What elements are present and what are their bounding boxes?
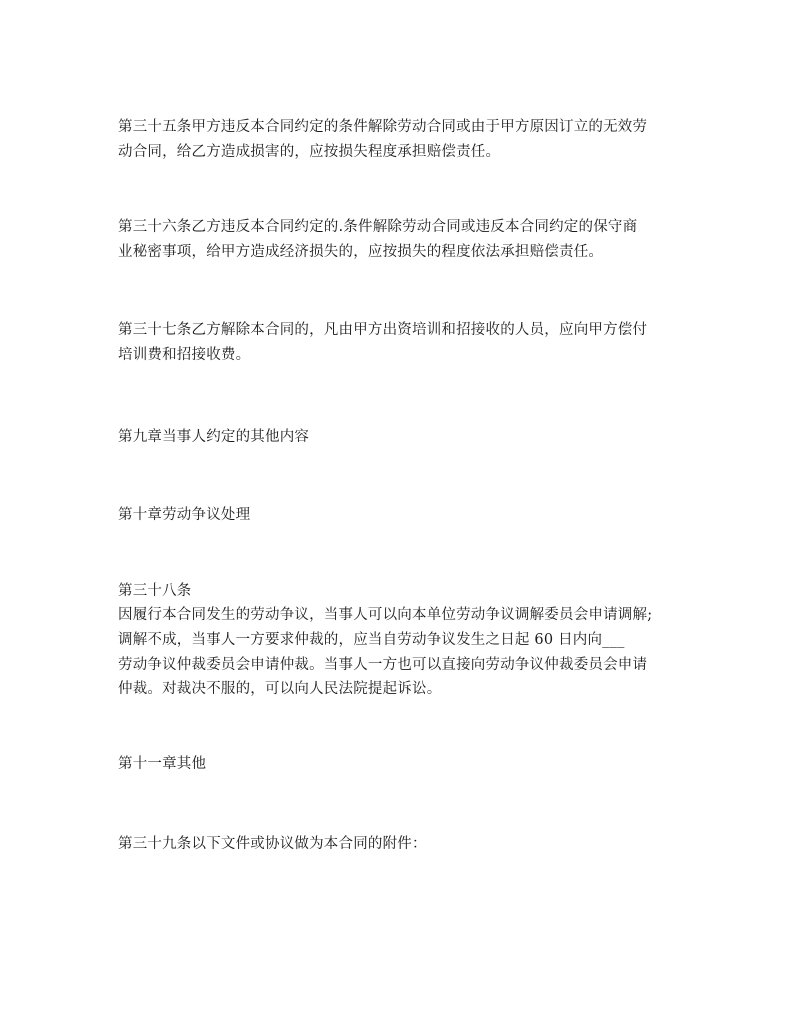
article-35-line-2: 动合同，给乙方造成损害的，应按损失程度承担赔偿责任。 bbox=[118, 144, 501, 160]
chapter-11-heading: 第十一章其他 bbox=[118, 756, 207, 772]
article-35-line-1: 第三十五条甲方违反本合同约定的条件解除劳动合同或由于甲方原因订立的无效劳 bbox=[118, 119, 648, 135]
chapter-10-heading: 第十章劳动争议处理 bbox=[118, 507, 251, 523]
article-38-line-1: 因履行本合同发生的劳动争议，当事人可以向本单位劳动争议调解委员会申请调解; bbox=[118, 607, 653, 623]
article-36-line-2: 业秘密事项，给甲方造成经济损失的，应按损失的程度依法承担赔偿责任。 bbox=[118, 244, 604, 260]
article-38-line-3: 劳动争议仲裁委员会申请仲裁。当事人一方也可以直接向劳动争议仲裁委员会申请 bbox=[118, 657, 648, 673]
article-36-line-1: 第三十六条乙方违反本合同约定的.条件解除劳动合同或违反本合同约定的保守商 bbox=[118, 219, 638, 235]
article-39-line: 第三十九条以下文件或协议做为本合同的附件： bbox=[118, 836, 427, 852]
article-38-line-4: 仲裁。对裁决不服的，可以向人民法院提起诉讼。 bbox=[118, 681, 442, 697]
article-37-line-1: 第三十七条乙方解除本合同的，凡由甲方出资培训和招接收的人员，应向甲方偿付 bbox=[118, 322, 648, 338]
article-37-line-2: 培训费和招接收费。 bbox=[118, 347, 251, 363]
article-38-line-2: 调解不成，当事人一方要求仲裁的，应当自劳动争议发生之日起 60 日内向___ bbox=[118, 632, 625, 648]
article-38-heading: 第三十八条 bbox=[118, 583, 192, 599]
chapter-9-heading: 第九章当事人约定的其他内容 bbox=[118, 429, 310, 445]
